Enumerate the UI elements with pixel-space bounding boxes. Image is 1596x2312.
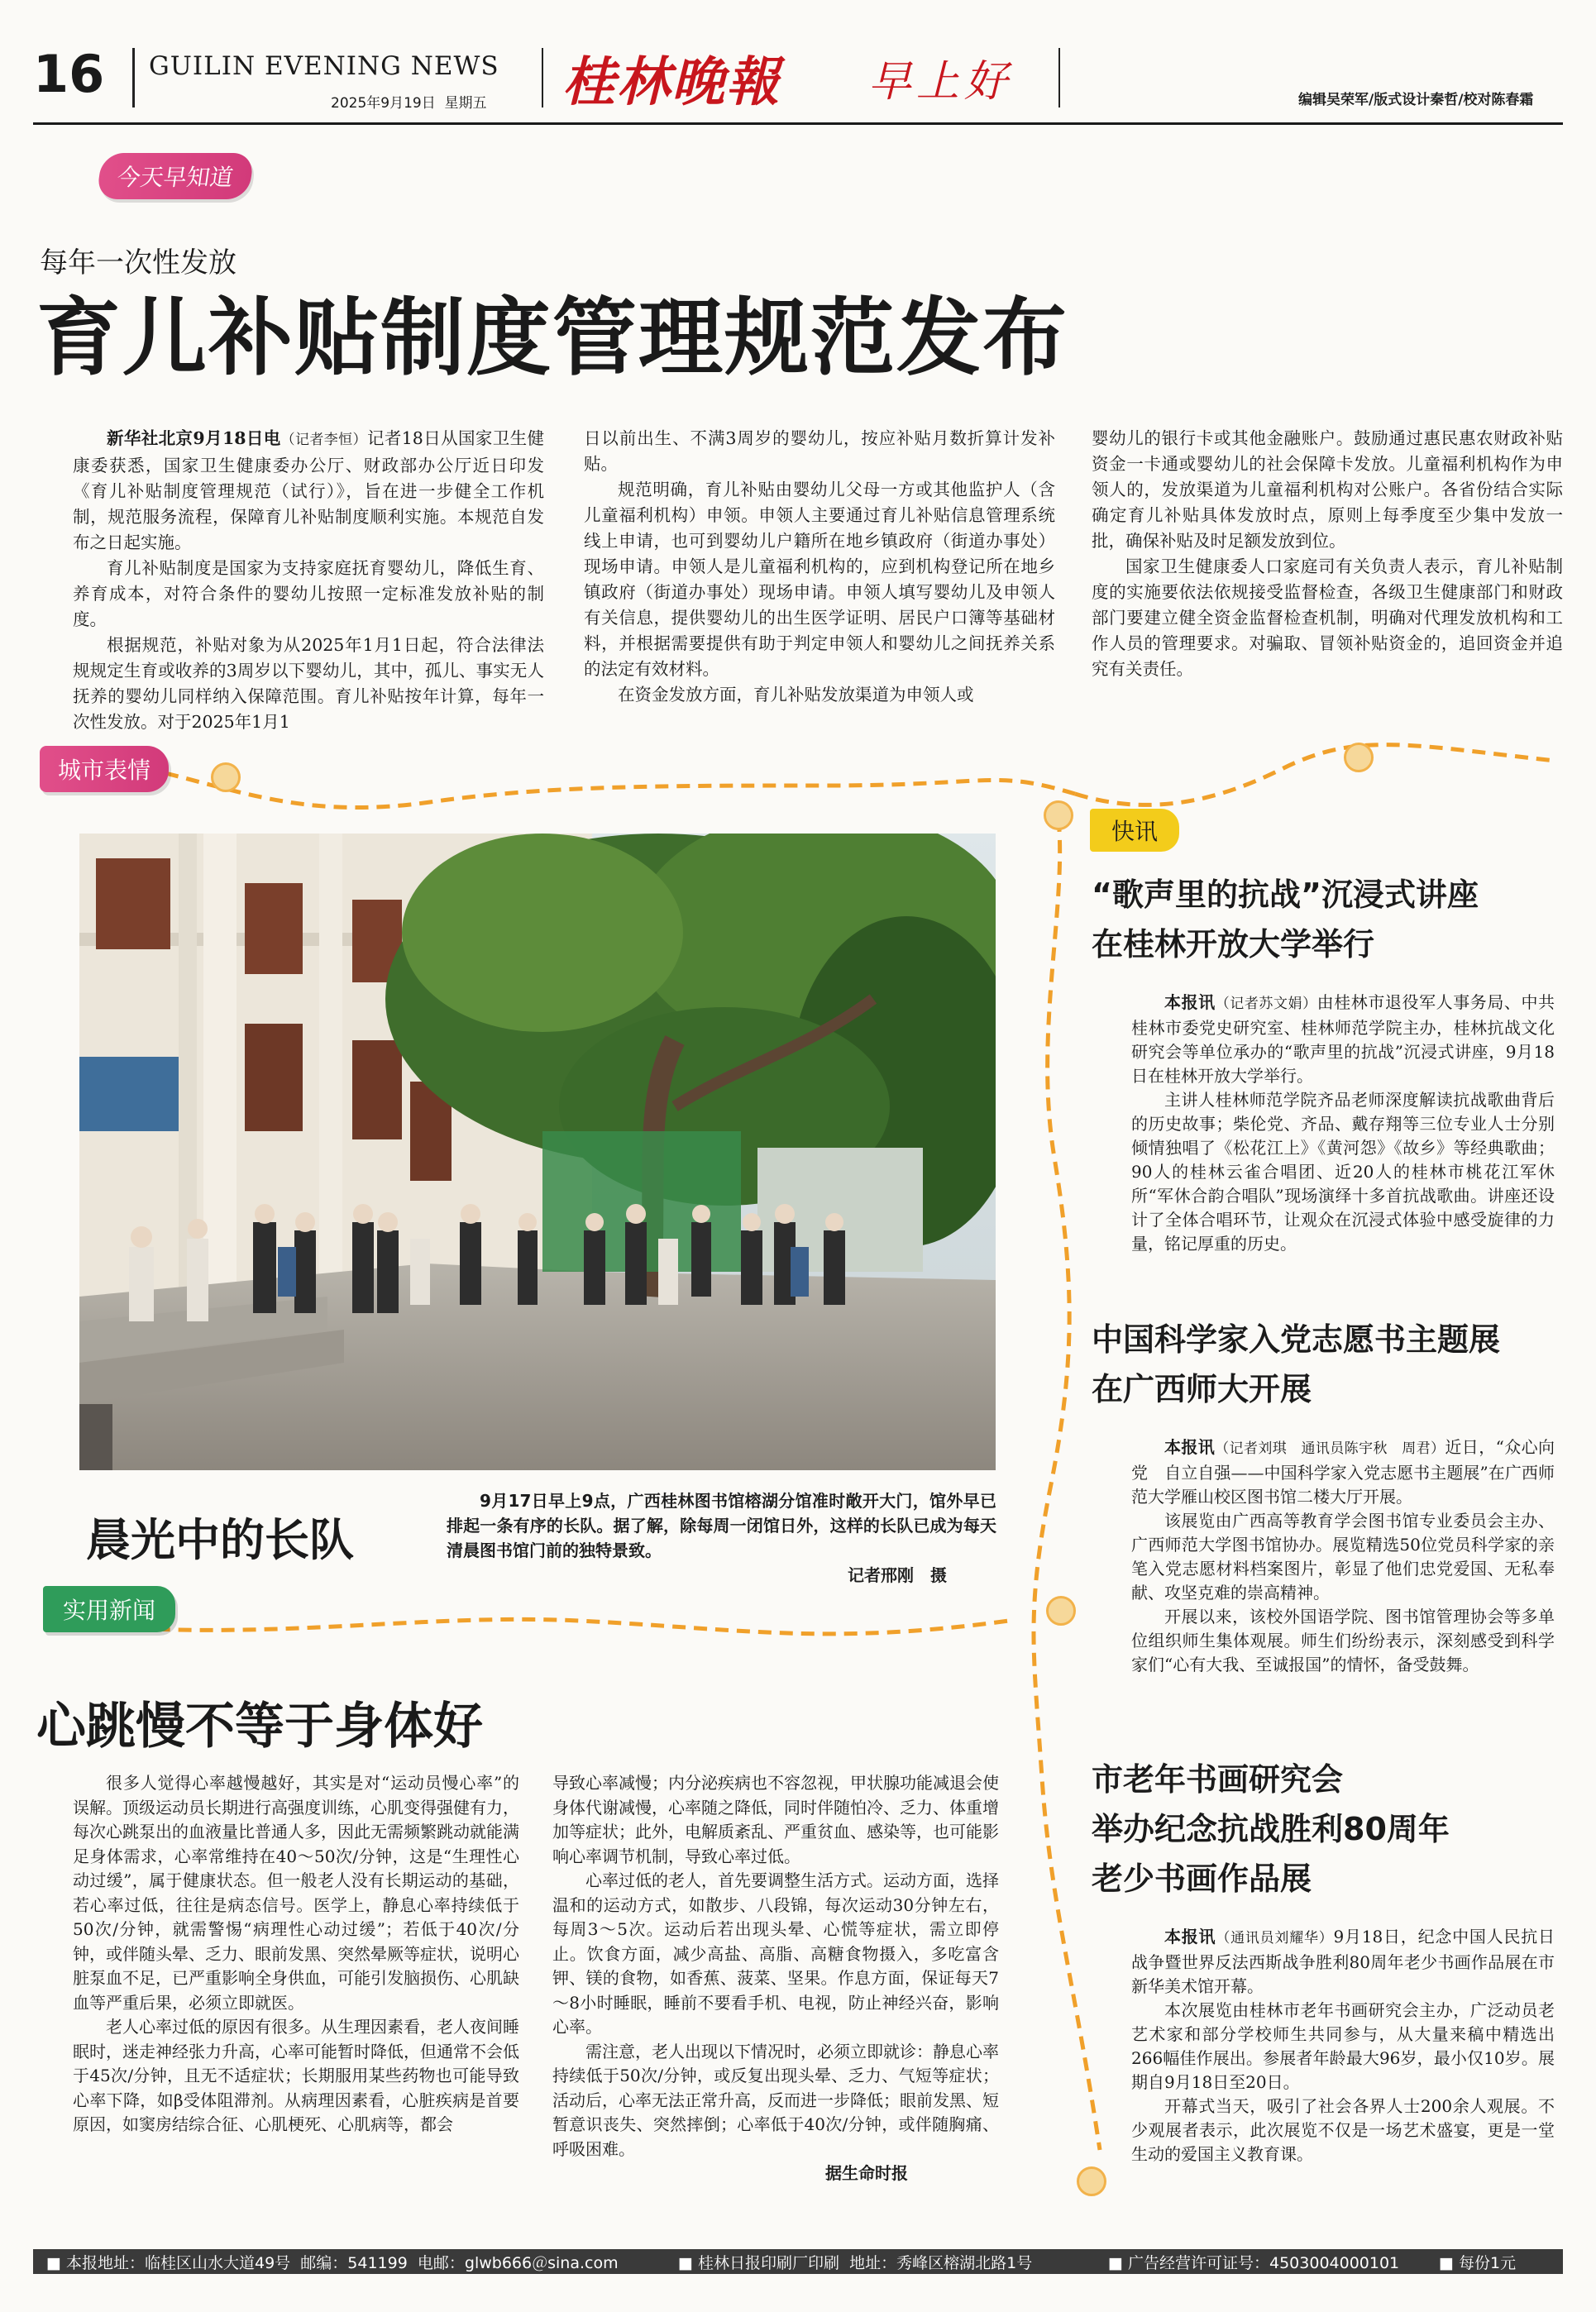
footer-address: 本报地址：临桂区山水大道49号 (66, 2253, 291, 2272)
lead-reporter: （记者李恒） (280, 432, 367, 448)
photo-title: 晨光中的长队 (86, 1514, 354, 1566)
brief-item: 市老年书画研究会 举办纪念抗战胜利80周年 老少书画作品展 本报讯（通讯员刘耀华）9月18日，纪念中国人民抗日战争暨世界反法西斯战争胜利80周年老少书画作品展在市新华美术馆开幕。 本次展览由桂林市老年书画研究会主办，广泛动员老艺术家和部分学校师生共同参与，从大量来稿中精选出266幅佳作展出。参展者年龄最大96岁，最小仅10岁。展期自9月18日至20日。 开幕式当天，吸引了社会各界人士200余人观展。不少观展者表示，此次展览不仅是一场艺术盛宴，更是一堂生动的爱国主义教育课。 (1092, 1755, 1555, 2166)
footer-bar: ■ 本报地址：临桂区山水大道49号 邮编：541199 电邮：glwb666＠sina.com ■ 桂林日报印刷厂印刷 地址：秀峰区榕湖北路1号 ■ 广告经营许可证号：4503004000101 ■ 每份1元 (33, 2249, 1563, 2274)
footer-printer: 桂林日报印刷厂印刷 (698, 2253, 840, 2272)
paper-english-name: GUILIN EVENING NEWS (149, 51, 499, 81)
brief-title: 市老年书画研究会 举办纪念抗战胜利80周年 老少书画作品展 (1092, 1761, 1450, 1897)
divider-dot (1344, 743, 1374, 772)
health-column-2: 导致心率减慢；内分泌疾病也不容忽视，甲状腺功能减退会使身体代谢减慢，心率随之降低，同时伴随怕冷、乏力、体重增加等症状；此外，电解质紊乱、严重贫血、感染等，也可能影响心率调节机制，导致心率过低。 心率过低的老人，首先要调整生活方式。运动方面，选择温和的运动方式，如散步、八段锦，每次运动30分钟左右，每周3～5次。运动后若出现头晕、心慌等症状，需立即停止。饮食方面，减少高盐、高脂、高糖食物摄入，多吃富含钾、镁的食物，如香蕉、菠菜、坚果。作息方面，保证每天7～8小时睡眠，睡前不要看手机、电视，防止神经兴奋，影响心率。 需注意，老人出现以下情况时，必须立即就诊：静息心率持续低于50次/分钟，或反复出现头晕、乏力、气短等症状；活动后，心率无法正常升高，反而进一步降低；眼前发黑、短暂意识丧失、突然摔倒；心率低于40次/分钟，或伴随胸痛、呼吸困难。 据生命时报 (552, 1771, 999, 2186)
lead-column-3: 婴幼儿的银行卡或其他金融账户。鼓励通过惠民惠农财政补贴资金一卡通或婴幼儿的社会保障卡发放。儿童福利机构作为申领人的，发放渠道为儿童福利机构对公账户。各省份结合实际确定育儿补贴具体发放时点，原则上每季度至少集中发放一批，确保补贴及时足额发放到位。 国家卫生健康委人口家庭司有关负责人表示，育儿补贴制度的实施要依法依规接受监督检查，各级卫生健康部门和财政部门要建立健全资金监督检查机制，明确对代理发放机构和工作人员的管理要求。对骗取、冒领补贴资金的，追回资金并追究有关责任。 (1092, 428, 1563, 679)
lead-headline: 育儿补贴制度管理规范发布 (36, 289, 1068, 388)
brief-item: 中国科学家入党志愿书主题展 在广西师大开展 本报讯（记者刘琪 通讯员陈宇秋 周君）近日，“众心向党 自立自强——中国科学家入党志愿书主题展”在广西师范大学雁山校区图书馆二楼大厅开展。 该展览由广西高等教育学会图书馆专业委员会主办、广西师范大学图书馆协办。展览精选50位党员科学家的亲笔入党志愿材料档案图片，彰显了他们忠党爱国、无私奉献、攻坚克难的崇高精神。 开展以来，该校外国语学院、图书馆管理协会等多单位组织师生集体观展。师生们纷纷表示，深刻感受到科学家们“心有大我、至诚报国”的情怀，备受鼓舞。 (1092, 1315, 1555, 1677)
footer-price: 每份1元 (1459, 2253, 1517, 2272)
health-column-1: 很多人觉得心率越慢越好，其实是对“运动员慢心率”的误解。顶级运动员长期进行高强度训练，心肌变得强健有力，每次心跳泵出的血液量比普通人多，因此无需频繁跳动就能满足身体需求，心率常维持在40～50次/分钟，这是“生理性心动过缓”，属于健康状态。但一般老人没有长期运动的基础，若心率过低，往往是病态信号。医学上，静息心率持续低于50次/分钟，就需警惕“病理性心动过缓”；若低于40次/分钟，或伴随头晕、乏力、眼前发黑、突然晕厥等症状，说明心脏泵血不足，已严重影响全身供血，可能引发脑损伤、心肌缺血等严重后果，必须立即就医。 老人心率过低的原因有很多。从生理因素看，老人夜间睡眠时，迷走神经张力升高，心率可能暂时降低，但通常不会低于45次/分钟，且无不适症状；长期服用某些药物也可能导致心率下降，如β受体阻滞剂。从病理因素看，心脏疾病是首要原因，如窦房结综合征、心肌梗死、心肌病等，都会 (73, 1773, 519, 2134)
health-headline: 心跳慢不等于身体好 (36, 1698, 483, 1755)
brief-title: 中国科学家入党志愿书主题展 在广西师大开展 (1092, 1321, 1501, 1407)
brief-item: “歌声里的抗战”沉浸式讲座 在桂林开放大学举行 本报讯（记者苏文娟）由桂林市退役军人事务局、中共桂林市委党史研究室、桂林师范学院主办，桂林抗战文化研究会等单位承办的“歌声里的抗战”沉浸式讲座，9月18日在桂林开放大学举行。 主讲人桂林师范学院齐品老师深度解读抗战歌曲背后的历史故事；柴伦党、齐品、戴存翔等三位专业人士分别倾情独唱了《松花江上》《黄河怨》《故乡》等经典歌曲；90人的桂林云雀合唱团、近20人的桂林市桃花江军休所“军休合韵合唱队”现场演绎十多首抗战歌曲。讲座还设计了全体合唱环节，让观众在沉浸式体验中感受旋律的力量，铭记厚重的历史。 (1092, 870, 1555, 1256)
divider-dot (1046, 1596, 1076, 1626)
issue-date: 2025年9月19日 星期五 (331, 95, 487, 112)
lead-column-1: 新华社北京9月18日电（记者李恒）记者18日从国家卫生健康委获悉，国家卫生健康委办公厅、财政部办公厅近日印发《育儿补贴制度管理规范（试行）》，旨在进一步健全工作机制，规范服务流程，保障育儿补贴制度顺利实施。本规范自发布之日起实施。 育儿补贴制度是国家为支持家庭抚育婴幼儿，降低生育、养育成本，对符合条件的婴幼儿按照一定标准发放补贴的制度。 根据规范，补贴对象为从2025年1月1日起，符合法律法规规定生育或收养的3周岁以下婴幼儿，其中，孤儿、事实无人抚养的婴幼儿同样纳入保障范围。育儿补贴按年计算，每年一次性发放。对于2025年1月1 (73, 428, 544, 732)
editors-credit: 编辑吴荣军/版式设计秦哲/校对陈春霜 (1298, 92, 1534, 108)
lead-kicker: 每年一次性发放 (40, 246, 237, 279)
health-source: 据生命时报 (825, 2163, 908, 2183)
section-tag-today: 今天早知道 (96, 153, 255, 199)
divider-dot (211, 762, 241, 792)
masthead (33, 40, 1563, 131)
divider-dot (1077, 2166, 1106, 2196)
divider-dot (1044, 800, 1073, 830)
footer-license: 广告经营许可证号：4503004000101 (1128, 2253, 1400, 2272)
photo-caption: 9月17日早上9点，广西桂林图书馆榕湖分馆准时敞开大门，馆外早已排起一条有序的长队。据了解，除每周一闭馆日外，这样的长队已成为每天清晨图书馆门前的独特景致。 记者邢刚 摄 (447, 1488, 996, 1588)
column-logo: 早上好 (868, 57, 1013, 107)
brief-title: “歌声里的抗战”沉浸式讲座 在桂林开放大学举行 (1092, 877, 1479, 963)
page-number: 16 (33, 44, 105, 104)
section-tag-city: 城市表情 (40, 746, 169, 792)
section-tag-practical: 实用新闻 (43, 1586, 175, 1632)
lead-dateline: 新华社北京9月18日电 (107, 428, 281, 448)
library-queue-photo (79, 834, 996, 1470)
photo-credit: 记者邢刚 摄 (848, 1565, 947, 1585)
lead-column-2: 日以前出生、不满3周岁的婴幼儿，按应补贴月数折算计发补贴。 规范明确，育儿补贴由婴幼儿父母一方或其他监护人（含儿童福利机构）申领。申领人主要通过育儿补贴信息管理系统线上申请，也可到婴幼儿户籍所在地乡镇政府（街道办事处）现场申请。申领人是儿童福利机构的，应到机构登记所在地乡镇政府（街道办事处）现场申请。申领人填写婴幼儿及申领人有关信息，提供婴幼儿的出生医学证明、居民户口簿等基础材料，并根据需要提供有助于判定申领人和婴幼儿之间抚养关系的法定有效材料。 在资金发放方面，育儿补贴发放渠道为申领人或 (584, 428, 1055, 705)
masthead-rule (33, 122, 1563, 125)
paper-logo: 桂林晚報 (562, 51, 781, 113)
section-tag-briefs: 快讯 (1090, 809, 1179, 852)
